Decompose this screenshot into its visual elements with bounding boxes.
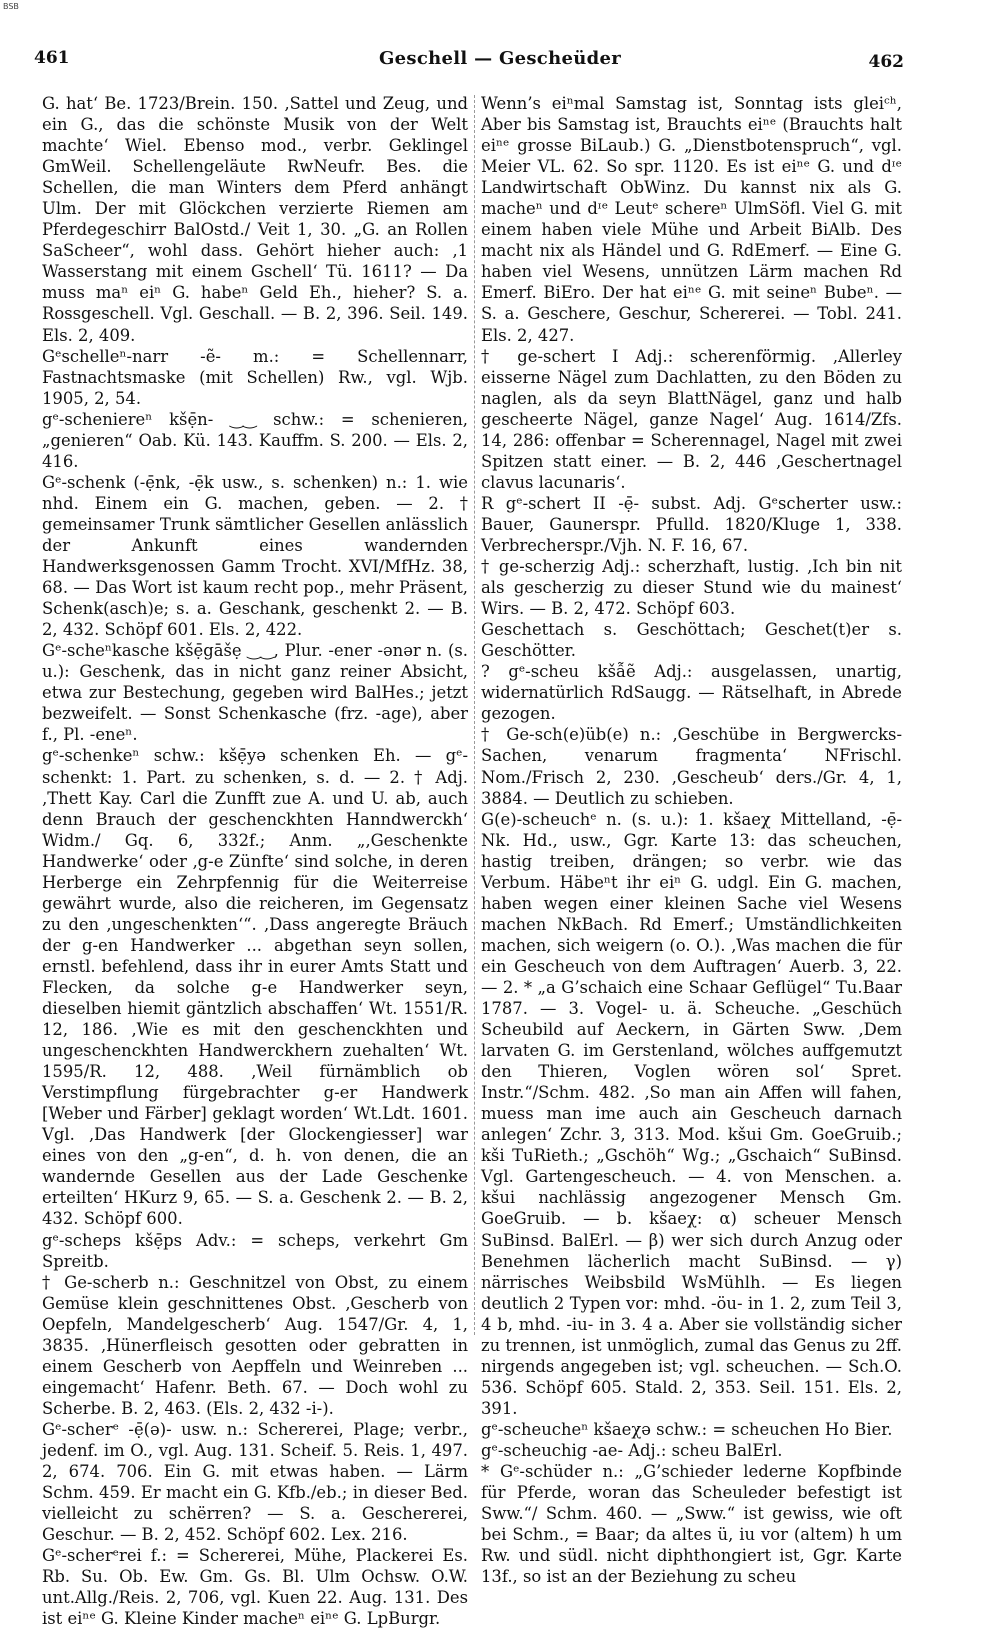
entry-gescheube: † Ge-sch(e)üb(e) n.: ‚Geschübe in Bergwercks-Sachen, venarum fragmenta‘ NFrischl. Nom./Frisch 2, 230. ‚Gescheub‘ ders./Gr. 4, 1, 3884. — Deutlich zu schieben. <box>481 725 902 808</box>
entry-geschueder: * Gᵉ-schüder n.: „G’schieder lederne Kopfbinde für Pferde, woran das Scheuleder befestigt ist Sww.“/ Schm. 460. — „Sww.“ ist gewiss, wie oft bei Schm., = Baar; da altes ü, iu vor (altem) h um Rw. und südl. nicht diphthongiert ist, Ggr. Karte 13f., so ist an der Beziehung zu scheu <box>481 1462 902 1587</box>
entry-gescheuchen: gᵉ-scheucheⁿ kšaeχə schw.: = scheuchen Ho Bier. <box>481 1419 893 1439</box>
entry-gescheuche: G(e)-scheuchᵉ n. (s. u.): 1. kšaeχ Mittelland, -ẹ̄- Nk. Hd., usw., Ggr. Karte 13: das scheuchen, hastig treiben, drängen; so verbr. wie das Verbum. Häbeⁿt ihr eiⁿ G. udgl. Ein G. machen, haben wegen einer kleinen Sache viel Wesens machen NkBach. Rd Emerf.; Umständlichkeiten machen, sich weigern (o. O.). ‚Was machen die für ein Gescheuch von dem Auftragen‘ Auerb. 3, 22. — 2. * „a G’schaich eine Schaar Geflügel“ Tu.Baar 1787. — 3. Vogel- u. ä. Scheuche. „Geschüch Scheubild auf Aeckern, in Gärten Sww. ‚Dem larvaten G. im Gerstenland, wölches auffgemutzt den Thieren, Voglen wören sol‘ Spret. Instr.“/Schm. 482. ‚So man ain Affen will fahen, muess man ime auch ain Gescheuch darnach anlegen‘ Zchr. 3, 313. Mod. kšui Gm. GoeGruib.; kši TuRieth.; „Gschöh“ Wg.; „Gschaich“ SuBinsd. Vgl. Gartengescheuch. — 4. von Menschen. a. kšui nachlässig angezogener Mensch Gm. GoeGruib. — b. kšaeχ: α) scheuer Mensch SuBinsd. BalErl. — β) wer sich durch Anzug oder Benehmen lächerlich macht SuBinsd. — γ) närrisches Weibsbild WsMühlh. — Es liegen deutlich 2 Typen vor: mhd. -öu- in 1. 2, zum Teil 3, 4 b, mhd. -iu- in 3. 4 a. Aber sie vollständig sicher zu trennen, ist unmöglich, zumal das Genus zu 2ff. nirgends angegeben ist; vgl. scheuchen. — Sch.O. 536. Schöpf 605. Stald. 2, 353. Seil. 151. Els. 2, 391. <box>481 809 902 1418</box>
left-column <box>42 93 468 1629</box>
entry-geschert-2: R gᵉ-schert II -ẹ̄- subst. Adj. Gᵉscherter usw.: Bauer, Gaunerspr. Pfulld. 1820/Kluge 1, 338. Verbrecherspr./Vjh. N. F. 16, 67. <box>481 493 902 555</box>
right-column <box>481 93 902 1587</box>
entry-geschenkasche: Gᵉ-scheⁿkasche kšẹ̄gāšẹ ‿‿, Plur. -ener -ənər n. (s. u.): Geschenk, das in nicht ganz reiner Absicht, etwa zur Bestechung, gegeben wird BalHes.; jetzt bezweifelt. — Sonst Schenkasche (frz. -age), aber f., Pl. -eneⁿ. <box>42 641 468 745</box>
entry-gescheu: ? gᵉ-scheu kšẫẽ Adj.: ausgelassen, unartig, widernatürlich RdSaugg. — Rätselhaft, in Abrede gezogen. <box>481 662 902 724</box>
entry-geschettach: Geschettach s. Geschöttach; Geschet(t)er s. Geschötter. <box>481 620 902 661</box>
page-number-left: 461 <box>34 48 70 68</box>
entry-geschert-1: † ge-schert I Adj.: scherenförmig. ‚Allerley eisserne Nägel zum Dachlatten, zu den Böden zu naglen, als da seyn BlattNägel, ganz und halb gescheerte Nägel, ganze Nagel‘ Aug. 1614/Zfs. 14, 286: offenbar = Scherennagel, Nagel mit zwei Spitzen statt einer. — B. 2, 446 ‚Geschertnagel clavus lacunaris‘. <box>481 346 902 492</box>
entry-geschell-cont: G. hat‘ Be. 1723/Brein. 150. ‚Sattel und Zeug, und ein G., das die schönste Musik von der Welt machte‘ Wiel. Ebenso mod., verbr. Geklingel GmWeil. Schellengeläute RwNeufr. Bes. die Schellen, die man Winters dem Pferd anhängt Ulm. Der mit Glöckchen verzierte Riemen am Pferdegeschirr BalOstd./ Veit 1, 30. „G. an Rollen SaScheer“, wohl dass. Gehört hieher auch: ‚1 Wasserstang mit einem Gschell‘ Tü. 1611? — Da muss maⁿ eiⁿ G. habeⁿ Geld Eh., hieher? S. a. Rossgeschell. Vgl. Geschall. — B. 2, 396. Seil. 149. Els. 2, 409. <box>42 94 468 345</box>
entry-gescherb: † Ge-scherb n.: Geschnitzel von Obst, zu einem Gemüse klein geschnittenes Obst. ‚Gescherb von Oepfeln, Mandelgescherb‘ Aug. 1547/Gr. 4, 1, 3835. ‚Hünerfleisch gesotten oder gebratten in einem Gescherb von Aepffeln und Weinreben ... eingemacht‘ Hafenr. Beth. 67. — Doch wohl zu Scherbe. B. 2, 463. (Els. 2, 432 -i-). <box>42 1272 468 1418</box>
page-number-right: 462 <box>868 52 904 72</box>
entry-gescherei: Gᵉ-scherᵉrei f.: = Schererei, Mühe, Plackerei Es. Rb. Su. Ob. Ew. Gm. Gs. Bl. Ulm Ochsw. O.W. unt.Allg./Reis. 2, 706, vgl. Kuen 22. Aug. 131. Des ist eiⁿᵉ G. Kleine Kinder macheⁿ eiⁿᵉ G. LpBurgr. <box>42 1546 468 1629</box>
entry-gescheps: gᵉ-scheps kšẹ̄ps Adv.: = scheps, verkehrt Gm Spreitb. <box>42 1230 468 1271</box>
entry-gescherzig: † ge-scherzig Adj.: scherzhaft, lustig. ‚Ich bin nit als gescherzig zu dieser Stund wie du mainest‘ Wirs. — B. 2, 472. Schöpf 603. <box>481 557 902 619</box>
column-divider <box>474 95 475 1335</box>
entry-geschenk: Gᵉ-schenk (-ẹ̄nk, -ẹ̄k usw., s. schenken) n.: 1. wie nhd. Einem ein G. machen, geben. — 2. † gemeinsamer Trunk sämtlicher Gesellen anlässlich der Ankunft eines wandernden Handwerksgenossen Gamm Trocht. XVI/MfHz. 38, 68. — Das Wort ist kaum recht pop., mehr Präsent, Schenk(asch)e; s. a. Geschank, geschenkt 2. — B. 2, 432. Schöpf 601. Els. 2, 422. <box>42 472 468 640</box>
page-header <box>0 44 1000 74</box>
entry-gescheuchig: gᵉ-scheuchig -ae- Adj.: scheu BalErl. <box>481 1441 783 1460</box>
entry-geschenken: gᵉ-schenkeⁿ schw.: kšẹ̄yə schenken Eh. — gᵉ-schenkt: 1. Part. zu schenken, s. d. — 2. † Adj. ‚Thett Kay. Carl die Zunfft zue A. und U. ab, auch denn Brauch der geschenckhten Hanndwerckh‘ Widm./ Gq. 6, 332f.; Anm. „‚Geschenkte Handwerke‘ oder ‚g-e Zünfte‘ sind solche, in deren Herberge ein Zehrpfennig für die Weiterreise gewährt wurde, also die reicheren, im Gegensatz zu den ‚ungeschenkten‘“. ‚Dass angeregte Bräuch der g-en Handwerker ... abgethan seyn sollen, ernstl. befehlend, dass ihr in eurer Amts Statt und Flecken, da solche g-e Handwerker seyn, dieselben hiemit gäntzlich abschaffen‘ Wt. 1551/R. 12, 186. ‚Wie es mit den geschenckhten und ungeschenckhten Handwerckhern zuehalten‘ Wt. 1595/R. 12, 488. ‚Weil fürnämblich ob Verstimpflung fürgebrachter g-er Handwerk [Weber und Färber] geklagt worden‘ Wt.Ldt. 1601. Vgl. ‚Das Handwerk [der Glockengiesser] war eines von den „g-en“, d. h. von denen, die an wandernde Gesellen aus der Lade Geschenke erteilten‘ HKurz 9, 65. — S. a. Geschenk 2. — B. 2, 432. Schöpf 600. <box>42 746 468 1229</box>
library-mark: BSB <box>3 2 19 11</box>
entry-geschenieren: gᵉ-scheniereⁿ kšẹ̄n- ‿‿ schw.: = schenieren, „genieren“ Oab. Kü. 143. Kauffm. S. 200. — Els. 2, 416. <box>42 409 468 471</box>
entry-gescherei-cont: Wenn’s eiⁿmal Samstag ist, Sonntag ists gleiᶜʰ, Aber bis Samstag ist, Brauchts eiⁿᵉ (Brauchts halt eiⁿᵉ grosse BiLaub.) G. „Dienstbotenspruch“, vgl. Meier VL. 62. So spr. 1120. Es ist eiⁿᵉ G. und dᶦᵉ Landwirtschaft ObWinz. Du kannst nix als G. macheⁿ und dᶦᵉ Leutᵉ schereⁿ UlmSöfl. Viel G. mit einem haben viele Mühe und Arbeit BiAlb. Des macht nix als Händel und G. RdEmerf. — Eine G. haben viel Wesens, unnützen Lärm machen Rd Emerf. BiEro. Der hat eiⁿᵉ G. mit seineⁿ Bubeⁿ. — S. a. Geschere, Geschur, Schererei. — Tobl. 241. Els. 2, 427. <box>481 94 902 345</box>
entry-geschere: Gᵉ-scherᵉ -ẹ̄(ə)- usw. n.: Schererei, Plage; verbr., jedenf. im O., vgl. Aug. 131. Scheif. 5. Reis. 1, 497. 2, 674. 706. Ein G. mit etwas haben. — Lärm Schm. 459. Er macht ein G. Kfb./eb.; in dieser Bed. vielleicht zu schërren? — S. a. Geschererei, Geschur. — B. 2, 452. Schöpf 602. Lex. 216. <box>42 1419 468 1545</box>
running-title: Geschell — Gescheüder <box>378 48 622 69</box>
entry-geschellennarr: Gᵉschelleⁿ-narr -ẽ- m.: = Schellennarr, Fastnachtsmaske (mit Schellen) Rw., vgl. Wjb. 1905, 2, 54. <box>42 346 468 408</box>
